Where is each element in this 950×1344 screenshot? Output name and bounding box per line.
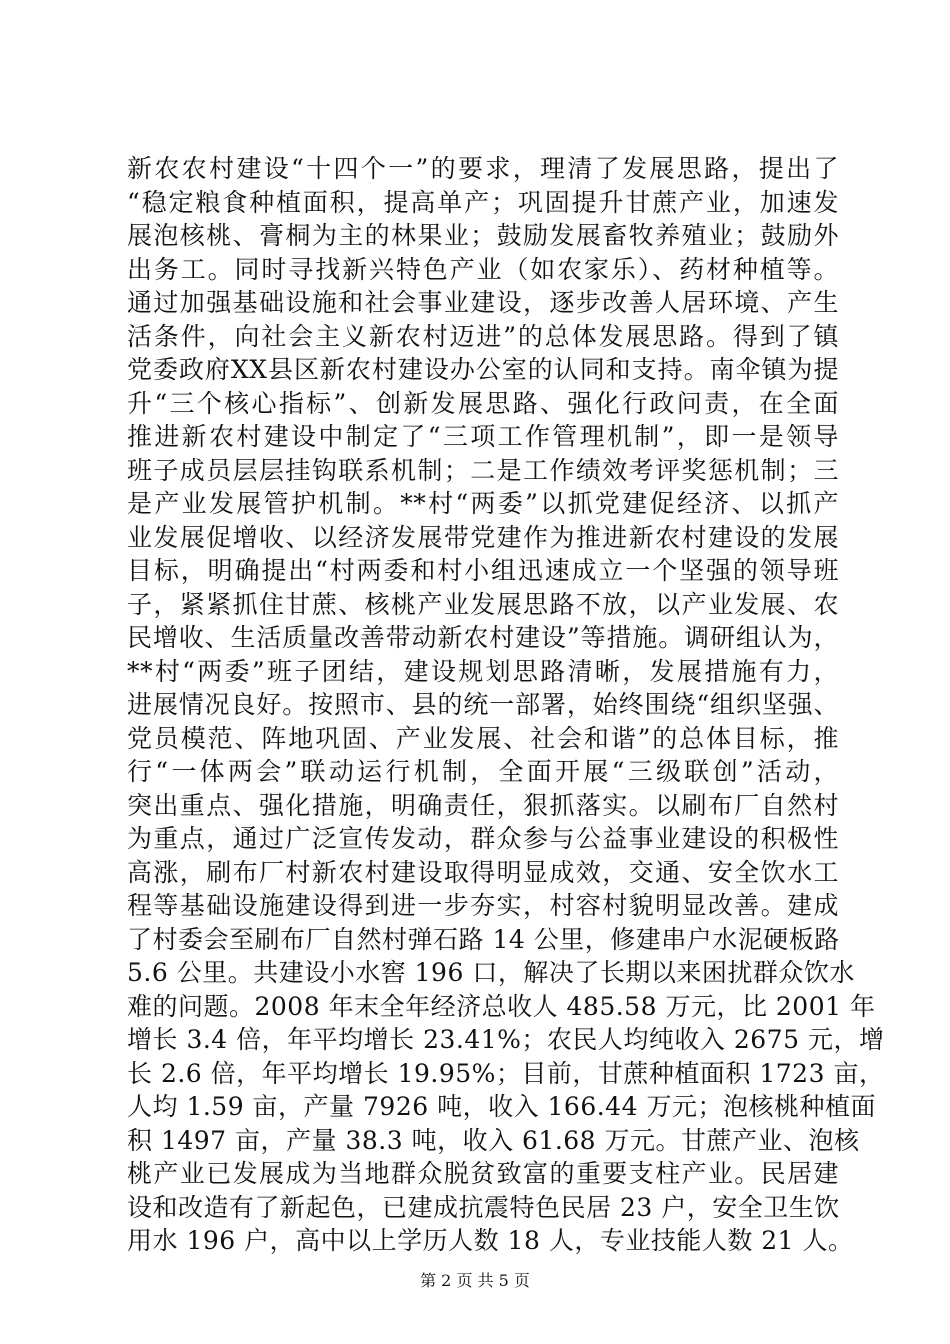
text-line: 通过加强基础设施和社会事业建设，逐步改善人居环境、产生 [127,288,839,317]
text-line: 展泡核桃、膏桐为主的林果业；鼓励发展畜牧养殖业；鼓励外 [127,221,839,250]
text-line: 推进新农村建设中制定了“三项工作管理机制”，即一是领导 [127,422,839,451]
text-line: 突出重点、强化措施，明确责任，狠抓落实。以刷布厂自然村 [127,790,839,820]
text-line: 设和改造有了新起色，已建成抗震特色民居 23 户，安全卫生饮 [127,1192,840,1222]
body-paragraph [127,152,885,1258]
page-number-footer: 第 2 页 共 5 页 [420,1271,530,1290]
text-line: 长 2.6 倍，年平均增长 19.95%；目前，甘蔗种植面积 1723 亩， [127,1058,885,1088]
text-line: 新农农村建设“十四个一”的要求，理清了发展思路，提出了 [127,154,839,183]
text-line: 民增收、生活质量改善带动新农村建设”等措施。调研组认为， [127,623,839,652]
text-line: 用水 196 户，高中以上学历人数 18 人，专业技能人数 21 人。 [127,1226,854,1255]
text-line: “稳定粮食种植面积，提高单产；巩固提升甘蔗产业，加速发 [127,187,839,217]
text-line: 难的问题。2008 年末全年经济总收人 485.58 万元，比 2001 年 [127,991,876,1021]
text-line: 高涨，刷布厂村新农村建设取得明显成效，交通、安全饮水工 [127,857,839,887]
text-line: 进展情况良好。按照市、县的统一部署，始终围绕“组织坚强、 [127,690,839,719]
text-line: 积 1497 亩，产量 38.3 吨，收入 61.68 万元。甘蔗产业、泡核 [127,1125,860,1155]
text-line: 班子成员层层挂钩联系机制；二是工作绩效考评奖惩机制；三 [127,455,839,485]
text-line: 行“一体两会”联动运行机制，全面开展“三级联创”活动， [127,757,839,786]
text-line: 业发展促增收、以经济发展带党建作为推进新农村建设的发展 [127,522,839,552]
text-line: 桃产业已发展成为当地群众脱贫致富的重要支柱产业。民居建 [127,1159,839,1188]
text-line: 出务工。同时寻找新兴特色产业（如农家乐）、药材种植等。 [127,254,839,284]
text-line: 人均 1.59 亩，产量 7926 吨，收入 166.44 万元；泡核桃种植面 [127,1092,876,1121]
text-line: 党委政府XX县区新农村建设办公室的认同和支持。南伞镇为提 [127,355,839,384]
text-line: 活条件，向社会主义新农村迈进”的总体发展思路。得到了镇 [127,321,839,351]
text-line: 目标，明确提出“村两委和村小组迅速成立一个坚强的领导班 [127,556,839,585]
text-line: 为重点，通过广泛宣传发动，群众参与公益事业建设的积极性 [127,824,839,853]
text-line: 子，紧紧抓住甘蔗、核桃产业发展思路不放，以产业发展、农 [127,589,839,619]
text-line: 5.6 公里。共建设小水窖 196 口，解决了长期以来困扰群众饮水 [127,958,855,987]
text-line: 增长 3.4 倍，年平均增长 23.41%；农民人均纯收入 2675 元，增 [127,1025,885,1054]
text-line: 程等基础设施建设得到进一步夯实，村容村貌明显改善。建成 [127,891,839,920]
text-line: 了村委会至刷布厂自然村弹石路 14 公里，修建串户水泥硬板路 [127,924,840,954]
text-line: 党员模范、阵地巩固、产业发展、社会和谐”的总体目标，推 [127,723,839,753]
text-line: 升“三个核心指标”、创新发展思路、强化行政问责，在全面 [127,388,839,418]
text-line: 是产业发展管护机制。**村“两委”以抓党建促经济、以抓产 [127,489,839,518]
text-line: **村“两委”班子团结，建设规划思路清晰，发展措施有力， [127,656,839,686]
